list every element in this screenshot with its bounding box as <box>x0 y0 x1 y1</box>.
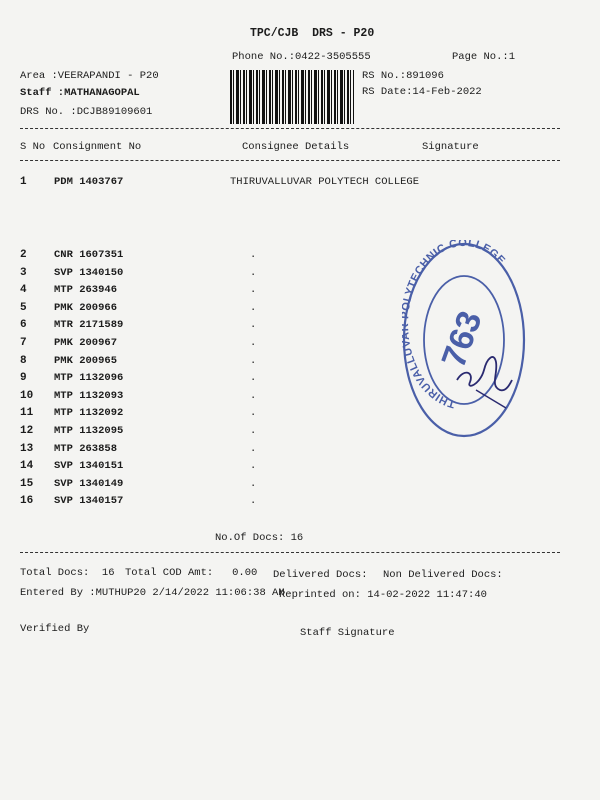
row-serial-number: 9 <box>20 372 27 385</box>
row-consignment-number: SVP 1340151 <box>54 460 124 473</box>
row-consignee-details: . <box>250 425 257 437</box>
non-delivered-docs: Non Delivered Docs: <box>383 569 503 581</box>
row-consignee-details: . <box>250 495 257 508</box>
row-consignment-number: PMK 200966 <box>54 301 118 314</box>
row-consignee-details: . <box>250 301 257 314</box>
row-serial-number: 1 <box>20 176 27 188</box>
col-header-consignee: Consignee Details <box>242 141 350 153</box>
phone-number: Phone No.:0422-3505555 <box>232 51 371 63</box>
row-consignment-number: PMK 200965 <box>54 354 118 367</box>
row-consignee-details: . <box>250 460 257 473</box>
row-serial-number: 14 <box>20 460 34 473</box>
row-consignment-number: SVP 1340157 <box>54 495 124 508</box>
row-consignee-details: . <box>250 249 257 261</box>
row-serial-number: 15 <box>20 477 34 490</box>
row-consignee-details: . <box>250 477 257 490</box>
row-consignment-number: MTP 1132093 <box>54 389 124 402</box>
total-cod-amount: Total COD Amt: 0.00 <box>125 567 258 579</box>
row-consignment-number: MTP 1132095 <box>54 425 124 437</box>
verified-by: Verified By <box>20 623 90 635</box>
col-header-consignment: Consignment No <box>53 141 142 153</box>
row-consignee-details: THIRUVALLUVAR POLYTECH COLLEGE <box>230 176 420 188</box>
entered-by: Entered By :MUTHUP20 2/14/2022 11:06:38 AM <box>20 587 285 599</box>
row-serial-number: 16 <box>20 495 34 508</box>
barcode <box>230 70 354 124</box>
row-consignee-details: . <box>250 284 257 297</box>
row-consignee-details: . <box>250 372 257 385</box>
total-docs: Total Docs: 16 <box>20 567 115 579</box>
row-consignment-number: MTP 1132092 <box>54 407 124 420</box>
row-serial-number: 12 <box>20 425 34 437</box>
row-serial-number: 10 <box>20 389 34 402</box>
row-serial-number: 13 <box>20 442 34 455</box>
delivered-docs: Delivered Docs: <box>273 569 368 581</box>
row-serial-number: 11 <box>20 407 34 420</box>
row-consignee-details: . <box>250 319 257 332</box>
row-serial-number: 7 <box>20 337 27 349</box>
row-consignee-details: . <box>250 354 257 367</box>
stamp-ring-text: THIRUVALLU LYTECHNIC COLLEGE <box>402 240 508 410</box>
row-consignee-details: . <box>250 337 257 349</box>
drs-number: DRS No. :DCJB89109601 <box>20 106 153 118</box>
row-consignment-number: CNR 1607351 <box>54 249 124 261</box>
stamp-number: 763 <box>434 306 490 373</box>
row-serial-number: 3 <box>20 266 27 279</box>
area-label: Area :VEERAPANDI - P20 <box>20 70 159 82</box>
staff-label: Staff :MATHANAGOPAL <box>20 87 140 99</box>
row-consignee-details: . <box>250 407 257 420</box>
no-of-docs: No.Of Docs: 16 <box>215 532 304 544</box>
row-consignment-number: PMK 200967 <box>54 337 118 349</box>
row-consignment-number: MTR 2171589 <box>54 319 124 332</box>
divider <box>20 552 560 553</box>
row-serial-number: 2 <box>20 249 27 261</box>
row-consignment-number: MTP 1132096 <box>54 372 124 385</box>
college-stamp-graphic <box>402 240 527 440</box>
staff-signature: Staff Signature <box>300 627 395 639</box>
rs-number: RS No.:891096 <box>362 70 444 82</box>
row-serial-number: 8 <box>20 354 27 367</box>
page-number: Page No.:1 <box>452 51 516 63</box>
row-consignment-number: SVP 1340149 <box>54 477 124 490</box>
row-serial-number: 6 <box>20 319 27 332</box>
row-consignment-number: MTP 263946 <box>54 284 118 297</box>
row-consignee-details: . <box>250 389 257 402</box>
rs-date: RS Date:14-Feb-2022 <box>362 86 482 98</box>
document-title: TPC/CJB DRS - P20 <box>250 27 375 40</box>
col-header-sno: S No <box>20 141 46 153</box>
row-consignee-details: . <box>250 442 257 455</box>
college-stamp <box>402 240 527 440</box>
row-consignee-details: . <box>250 266 257 279</box>
col-header-signature: Signature <box>422 141 479 153</box>
row-serial-number: 4 <box>20 284 27 297</box>
row-serial-number: 5 <box>20 301 27 314</box>
divider <box>20 160 560 161</box>
divider <box>20 128 560 129</box>
reprinted-on: Reprinted on: 14-02-2022 11:47:40 <box>279 589 487 601</box>
row-consignment-number: PDM 1403767 <box>54 176 124 188</box>
row-consignment-number: MTP 263858 <box>54 442 118 455</box>
row-consignment-number: SVP 1340150 <box>54 266 124 279</box>
